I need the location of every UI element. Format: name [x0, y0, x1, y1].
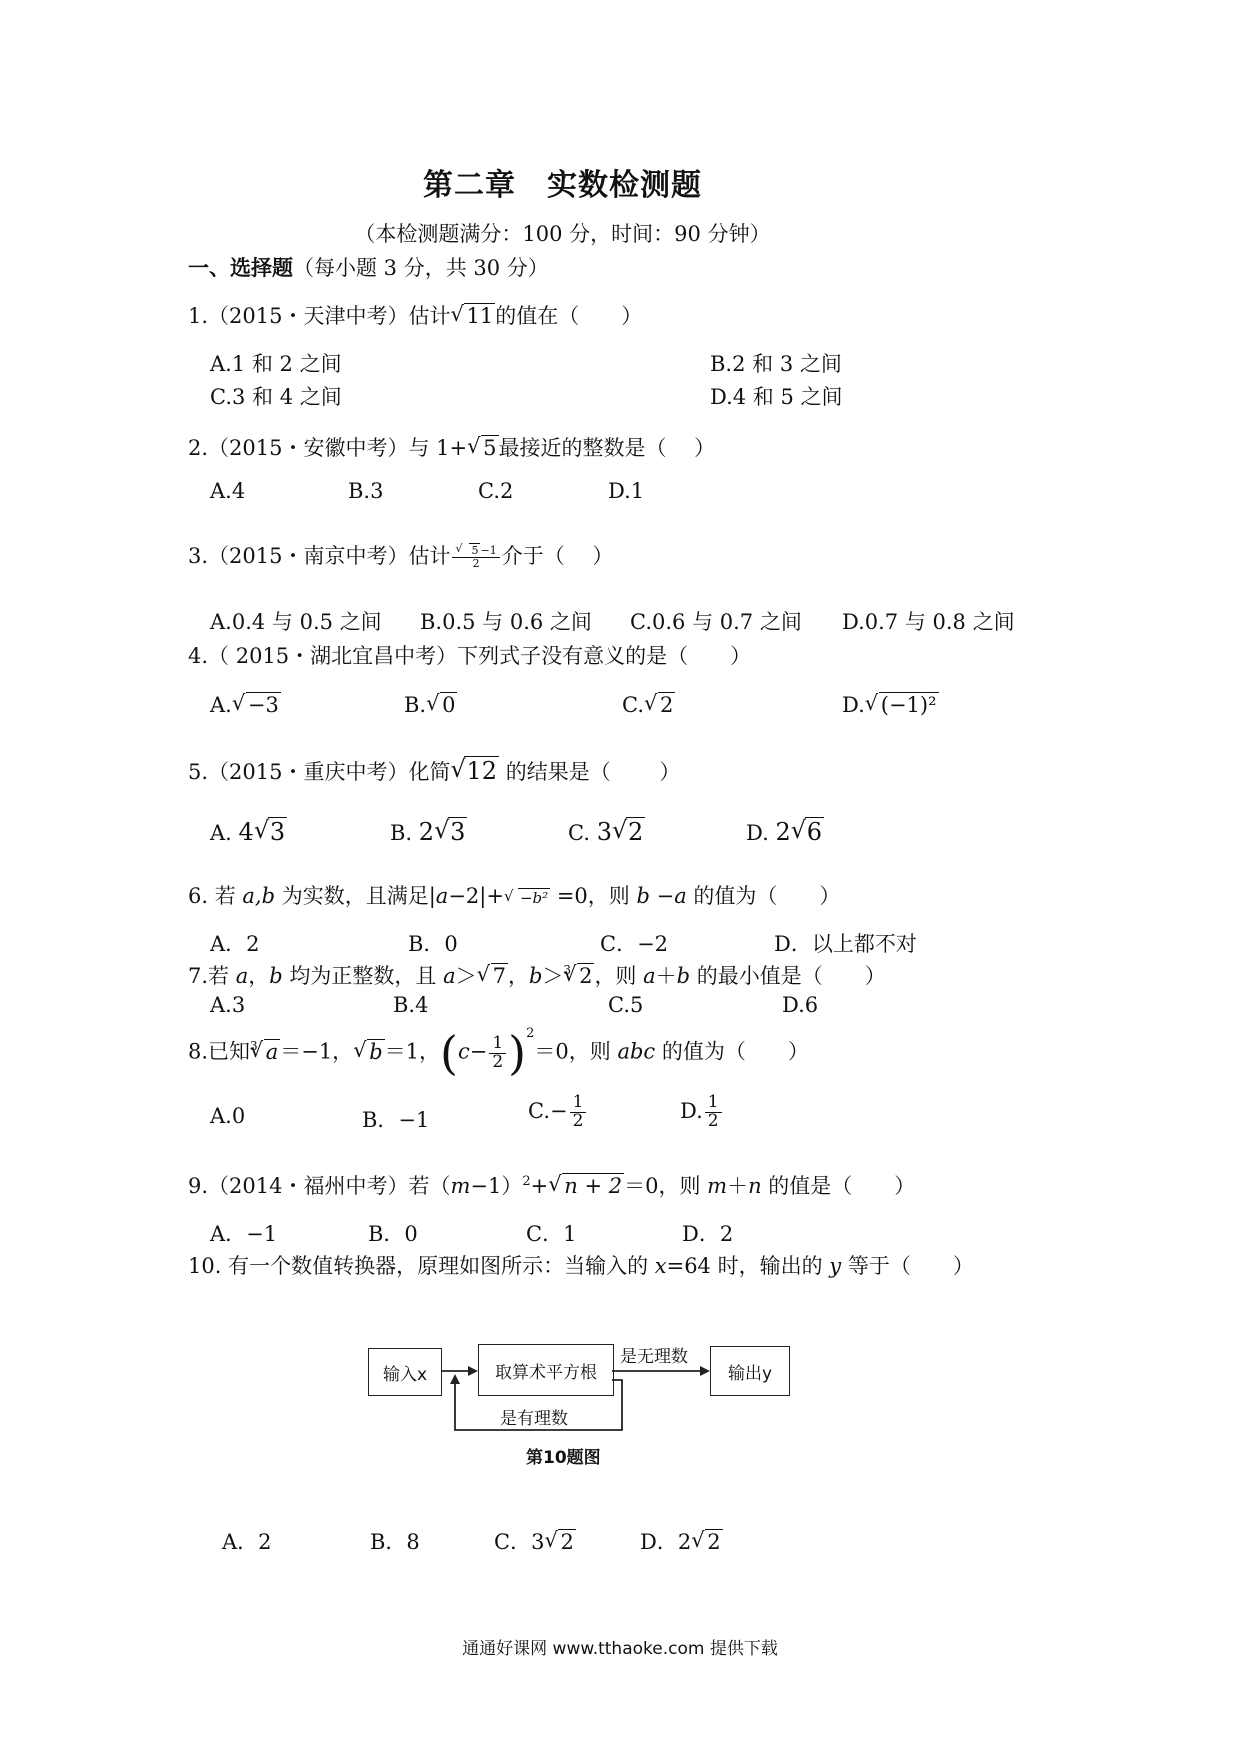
sqrt-5: √ 5: [468, 436, 498, 460]
q2-suffix: 最接近的整数是（ ）: [498, 436, 716, 460]
irrational-label: 是无理数: [620, 1347, 688, 1367]
output-box: 输出y: [710, 1346, 790, 1396]
q6-option-c: C．−2: [600, 932, 669, 956]
q5-option-b: B. 2√ 3: [390, 818, 467, 846]
q2-option-a: A.4: [210, 479, 246, 503]
q3-fraction: √ $\frac{5 -1}{2}$: [452, 545, 499, 569]
q9-option-a: A．−1: [210, 1222, 278, 1246]
exam-info: （本检测题满分：100 分，时间：90 分钟）: [354, 222, 771, 246]
q4-option-b: B.√ 0: [404, 693, 457, 717]
input-box: 输入x: [368, 1348, 442, 1396]
q9-option-d: D．2: [682, 1222, 734, 1246]
q3-option-c: C.0.6 与 0.7 之间: [630, 610, 802, 634]
q6-option-b: B．0: [408, 932, 458, 956]
question-7: 7.若 a，b 均为正整数，且 a＞√ 7，b＞$^3$√ 2，则 a＋b 的最小值是（ ）: [188, 960, 886, 990]
q10-option-d: D．2√ 2: [640, 1526, 723, 1556]
q5-option-c: C. 3√ 2: [568, 818, 645, 846]
section-note: （每小题 3 分，共 30 分）: [293, 256, 549, 280]
question-8: 8.已知$^3$√ a＝−1，√ b＝1，(c− $\frac{1}{2}$ )$^2$＝0，则 abc 的值为（ ）: [188, 1030, 809, 1076]
q7-option-c: C.5: [608, 993, 644, 1017]
rational-label: 是有理数: [500, 1409, 568, 1429]
q10-option-a: A．2: [222, 1530, 272, 1554]
q1-suffix: 的值在（ ）: [495, 304, 643, 328]
q1-prefix: 1.（2015・天津中考）估计: [188, 304, 451, 328]
q7-option-d: D.6: [782, 993, 819, 1017]
q5-option-a: A. 4√ 3: [210, 818, 287, 846]
q3-suffix: 介于（ ）: [501, 544, 614, 568]
q8-option-d: D. $\frac{1}{2}$: [680, 1094, 724, 1131]
q3-option-d: D.0.7 与 0.8 之间: [842, 610, 1015, 634]
section-label: 一、选择题: [188, 255, 293, 280]
question-10: 10. 有一个数值转换器，原理如图所示：当输入的 x=64 时，输出的 y 等于（ ）: [188, 1254, 974, 1278]
q4-option-a: A.√ −3: [210, 693, 281, 717]
q6-option-a: A．2: [210, 932, 260, 956]
question-5: 5.（2015・重庆中考）化简√ 12 的结果是（ ）: [188, 756, 680, 786]
q9-option-c: C．1: [526, 1222, 577, 1246]
q2-option-c: C.2: [478, 479, 514, 503]
q8-option-b: B．−1: [362, 1108, 430, 1132]
q3-option-b: B.0.5 与 0.6 之间: [420, 610, 592, 634]
q6-option-d: D．以上都不对: [774, 932, 917, 956]
q4-option-d: D.√ (−1)²: [842, 693, 939, 717]
q1-option-b: B.2 和 3 之间: [710, 352, 842, 376]
sqrt-11: √ 11: [451, 304, 495, 328]
q9-option-b: B．0: [368, 1222, 418, 1246]
diagram-caption: 第10题图: [526, 1448, 601, 1468]
sqrt-process-box: 取算术平方根: [478, 1344, 614, 1396]
q5-option-d: D. 2√ 6: [746, 818, 824, 846]
q3-prefix: 3.（2015・南京中考）估计: [188, 544, 451, 568]
q10-option-b: B．8: [370, 1530, 420, 1554]
q1-option-d: D.4 和 5 之间: [710, 385, 843, 409]
q10-option-c: C．3√ 2: [494, 1526, 576, 1556]
question-4: 4.（ 2015・湖北宜昌中考）下列式子没有意义的是（ ）: [188, 644, 752, 668]
page-title: 第二章 实数检测题: [423, 168, 702, 203]
q1-option-a: A.1 和 2 之间: [210, 352, 342, 376]
q8-option-a: A.0: [210, 1104, 246, 1128]
sqrt-12: √ 12: [451, 757, 499, 785]
q2-prefix: 2.（2015・安徽中考）与 1+: [188, 436, 468, 460]
q1-option-c: C.3 和 4 之间: [210, 385, 342, 409]
q4-option-c: C.√ 2: [622, 693, 675, 717]
q7-option-b: B.4: [393, 993, 429, 1017]
q2-option-d: D.1: [608, 479, 645, 503]
q7-option-a: A.3: [210, 993, 246, 1017]
footer-source: 通通好课网 www.tthaoke.com 提供下载: [462, 1639, 778, 1659]
q2-option-b: B.3: [348, 479, 384, 503]
q3-option-a: A.0.4 与 0.5 之间: [210, 610, 382, 634]
question-6: 6. 若 a,b 为实数，且满足|a−2|+√ −b² =0，则 b −a 的值为（ ）: [188, 880, 840, 910]
q8-option-c: C.− $\frac{1}{2}$: [528, 1094, 588, 1131]
question-9: 9.（2014・福州中考）若$(m-1)^2+√$ n + 2＝0，则 m＋n 的值是（ ）: [188, 1170, 915, 1200]
